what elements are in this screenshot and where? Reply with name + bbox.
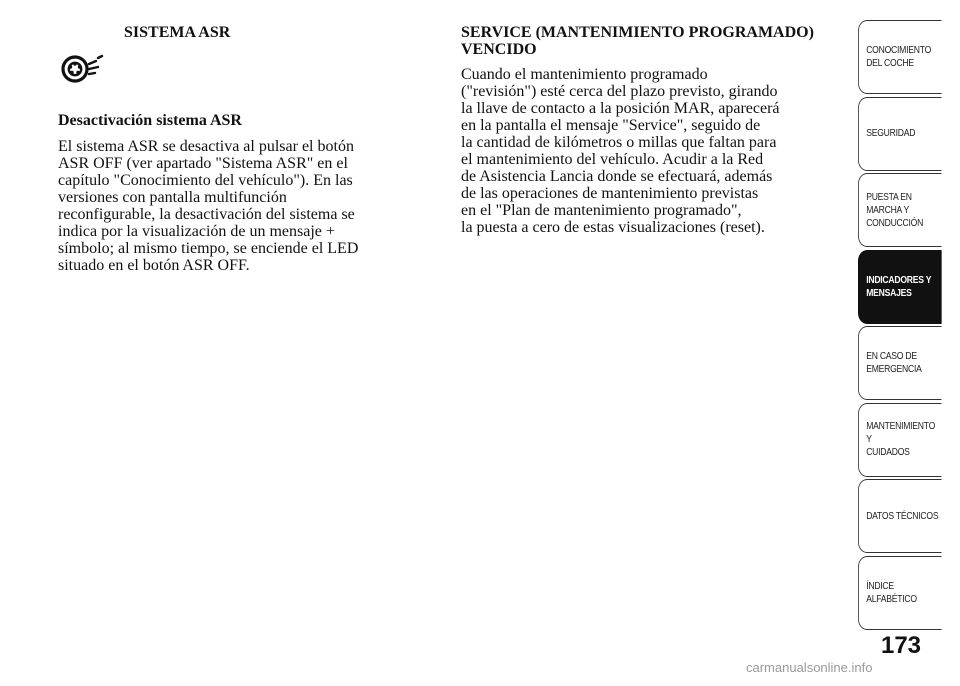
asr-body-text: El sistema ASR se desactiva al pulsar el botón ASR OFF (ver apartado "Sistema ASR" en el capítulo "Conocimiento del vehículo"). En las versiones con pantalla multifunción reconfigurable, la desactivación del sistema se indica por la visualización de un mensaje + símbolo; al mismo tiempo, se enciende el LED situado en el botón ASR OFF. bbox=[58, 138, 359, 274]
tab-label: EN CASO DE EMERGENCIA bbox=[866, 350, 922, 375]
tab-mantenimiento-y-cuidados[interactable] bbox=[858, 403, 942, 477]
asr-title-row bbox=[58, 24, 410, 84]
tab-label: SEGURIDAD bbox=[866, 127, 916, 139]
asr-warning-icon bbox=[58, 40, 110, 84]
chapter-tabs bbox=[858, 20, 960, 632]
service-section-title: SERVICE (MANTENIMIENTO PROGRAMADO) VENCIDO bbox=[461, 24, 814, 58]
tab-conocimiento-del-coche[interactable] bbox=[858, 20, 942, 94]
asr-section-title: SISTEMA ASR bbox=[124, 24, 231, 41]
asr-deactivation-heading: Desactivación sistema ASR bbox=[58, 112, 242, 129]
tab-indice-alfabetico[interactable] bbox=[858, 556, 942, 630]
tab-indicadores-y-mensajes[interactable] bbox=[858, 250, 942, 324]
watermark: carmanualsonline.info bbox=[746, 660, 873, 675]
page-number: 173 bbox=[880, 632, 922, 659]
tab-label: ÍNDICE ALFABÉTICO bbox=[866, 579, 917, 605]
tab-label: PUESTA EN MARCHA Y CONDUCCIÓN bbox=[866, 190, 924, 229]
right-column bbox=[461, 24, 841, 236]
tab-puesta-en-marcha[interactable] bbox=[858, 173, 942, 247]
tab-en-caso-de-emergencia[interactable] bbox=[858, 326, 942, 400]
tab-label: MANTENIMIENTO Y CUIDADOS bbox=[866, 420, 936, 458]
service-body-text: Cuando el mantenimiento programado ("revisión") esté cerca del plazo previsto, girando la llave de contacto a la posición MAR, aparecerá en la pantalla el mensaje "Service", seguido de la cantidad de kilómetros o millas que faltan para el mantenimiento del vehículo. Acudir a la Red de Asistencia Lancia donde se efectuará, además de las operaciones de mantenimiento previstas en el "Plan de mantenimiento programado", la puesta a cero de estas visualizaciones (reset). bbox=[461, 66, 780, 236]
tab-label: CONOCIMIENTO DEL COCHE bbox=[866, 44, 932, 69]
tab-label: INDICADORES Y MENSAJES bbox=[866, 273, 932, 299]
left-column bbox=[58, 24, 410, 274]
tab-seguridad[interactable] bbox=[858, 97, 942, 171]
tab-label: DATOS TÉCNICOS bbox=[866, 509, 939, 522]
tab-datos-tecnicos[interactable] bbox=[858, 479, 942, 553]
